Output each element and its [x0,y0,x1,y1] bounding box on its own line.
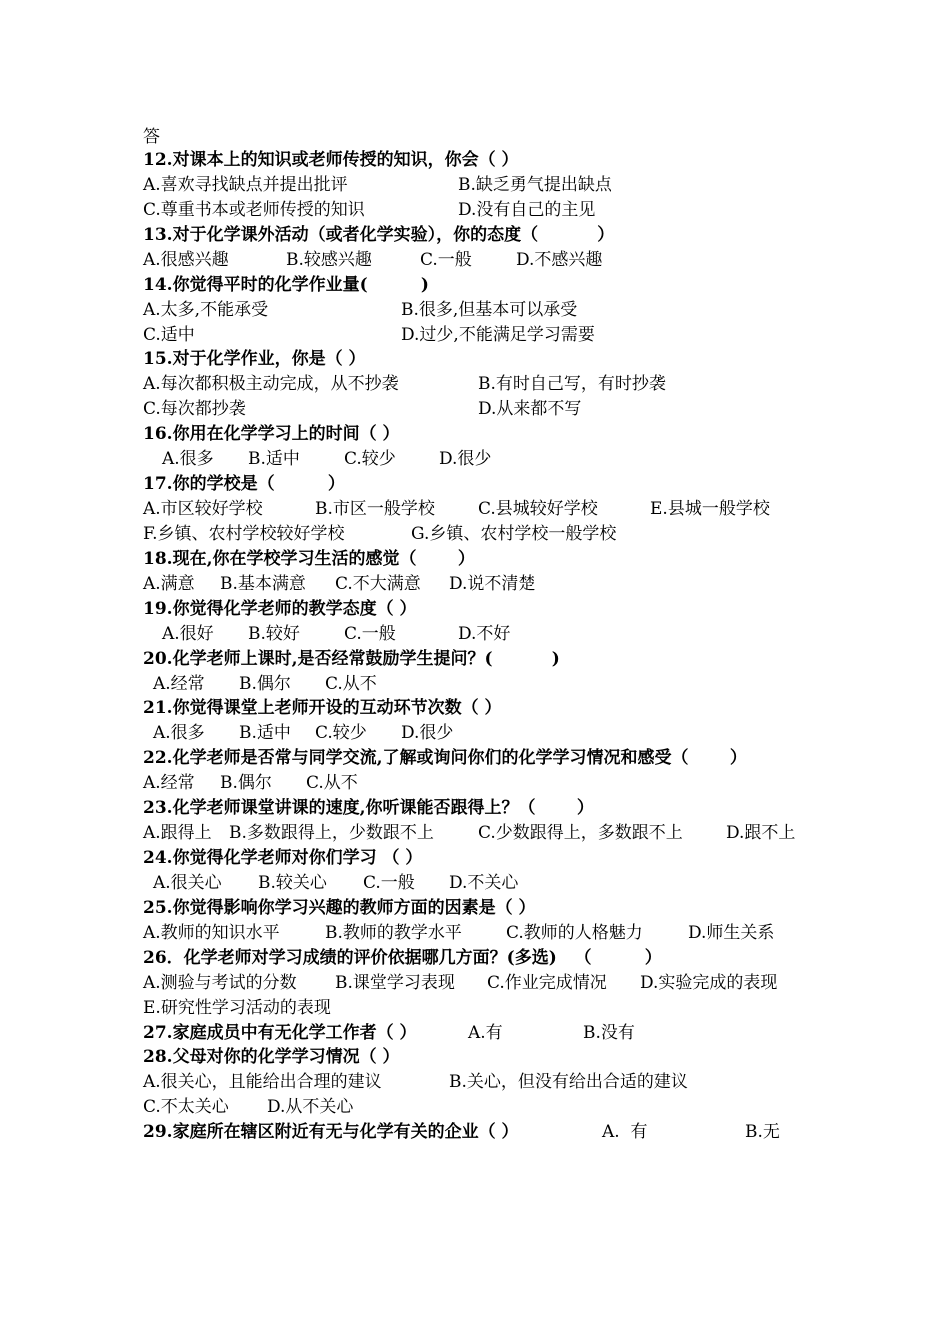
q14-options-row2 [143,323,595,348]
q26-options-row2 [143,996,331,1021]
q18-options [143,572,536,597]
question-20: 20.化学老师上课时,是否经常鼓励学生提问？( ) [143,649,560,669]
question-15: 15.对于化学作业，你是（ ） [143,349,366,369]
q12-option-a: A.喜欢寻找缺点并提出批评 [143,175,348,195]
q18-option-a: A.满意 [143,574,195,594]
q21-option-d: D.很少 [401,723,454,743]
q15-options-row1 [143,372,666,397]
q23-option-b: B.多数跟得上，少数跟不上 [229,823,434,843]
q14-option-d: D.过少,不能满足学习需要 [401,325,595,345]
q23-option-d: D.跟不上 [726,823,796,843]
q28-options-row1 [143,1070,688,1095]
q15-options-row2 [143,397,582,422]
question-13: 13.对于化学课外活动（或者化学实验），你的态度（ ） [143,225,615,245]
q17-option-e: E.县城一般学校 [650,499,770,519]
q23-option-a: A.跟得上 [143,823,212,843]
question-21: 21.你觉得课堂上老师开设的互动环节次数（ ） [143,698,502,718]
q28-options-row2 [143,1095,354,1120]
q28-option-d: D.从不关心 [267,1097,354,1117]
q18-option-d: D.说不清楚 [449,574,536,594]
q15-option-b: B.有时自己写，有时抄袭 [478,374,666,394]
question-24: 24.你觉得化学老师对你们学习 （ ） [143,848,423,868]
question-19: 19.你觉得化学老师的教学态度（ ） [143,599,417,619]
q25-option-d: D.师生关系 [688,923,775,943]
q26-option-e: E.研究性学习活动的表现 [143,998,331,1018]
q19-option-c: C.一般 [344,624,396,644]
q21-option-b: B.适中 [239,723,291,743]
q19-option-b: B.较好 [248,624,300,644]
q29-option-b: B.无 [745,1122,780,1142]
question-25: 25.你觉得影响你学习兴趣的教师方面的因素是（ ） [143,898,536,918]
q17-options-row2 [143,522,617,547]
q15-option-c: C.每次都抄袭 [143,399,246,419]
q20-option-b: B.偶尔 [239,674,291,694]
q17-options-row1 [143,497,770,522]
q14-options-row1 [143,298,578,323]
q18-option-b: B.基本满意 [220,574,306,594]
q21-option-c: C.较少 [315,723,367,743]
question-22: 22.化学老师是否常与同学交流,了解或询问你们的化学学习情况和感受（ ） [143,748,747,768]
q26-option-d: D.实验完成的表现 [640,973,778,993]
q12-option-b: B.缺乏勇气提出缺点 [458,175,612,195]
question-27: 27.家庭成员中有无化学工作者（ ） [143,1023,417,1043]
q15-option-d: D.从来都不写 [478,399,582,419]
q20-option-c: C.从不 [325,674,377,694]
q17-option-g: G.乡镇、农村学校一般学校 [411,524,617,544]
question-26: 26．化学老师对学习成绩的评价依据哪几方面？(多选) （ ） [143,948,662,968]
q29-row [143,1120,780,1145]
q22-option-c: C.从不 [306,773,358,793]
q14-option-a: A.太多,不能承受 [143,300,269,320]
q26-option-c: C.作业完成情况 [487,973,607,993]
q16-option-a: A.很多 [162,449,214,469]
q27-option-b: B.没有 [583,1023,635,1043]
q24-option-c: C.一般 [363,873,415,893]
q29-option-a: A. 有 [602,1122,648,1142]
q25-option-b: B.教师的教学水平 [325,923,462,943]
q19-option-a: A.很好 [162,624,214,644]
q12-option-c: C.尊重书本或老师传授的知识 [143,200,365,220]
question-29: 29.家庭所在辖区附近有无与化学有关的企业（ ） [143,1122,519,1142]
q16-options [143,447,492,472]
q13-option-d: D.不感兴趣 [516,250,603,270]
question-17: 17.你的学校是（ ） [143,474,345,494]
q25-options [143,921,775,946]
q14-option-b: B.很多,但基本可以承受 [401,300,578,320]
q23-option-c: C.少数跟得上，多数跟不上 [478,823,683,843]
q16-option-c: C.较少 [344,449,396,469]
q17-option-f: F.乡镇、农村学校较好学校 [143,524,345,544]
q24-option-b: B.较关心 [258,873,327,893]
q17-option-c: C.县城较好学校 [478,499,598,519]
q28-option-b: B.关心，但没有给出合适的建议 [449,1072,688,1092]
lead-text: 答 [143,127,160,147]
q19-option-d: D.不好 [458,624,511,644]
q14-option-c: C.适中 [143,325,195,345]
q13-options [143,248,603,273]
question-16: 16.你用在化学学习上的时间（ ） [143,424,400,444]
question-28: 28.父母对你的化学学习情况（ ） [143,1047,400,1067]
q20-options [143,672,377,697]
q25-option-a: A.教师的知识水平 [143,923,280,943]
q28-option-a: A.很关心，且能给出合理的建议 [143,1072,382,1092]
q24-option-a: A.很关心 [153,873,222,893]
q16-option-b: B.适中 [248,449,300,469]
q13-option-c: C.一般 [420,250,472,270]
q17-option-a: A.市区较好学校 [143,499,263,519]
question-23: 23.化学老师课堂讲课的速度,你听课能否跟得上？（ ） [143,798,594,818]
q21-options [143,721,454,746]
q27-option-a: A.有 [468,1023,503,1043]
q13-option-b: B.较感兴趣 [286,250,372,270]
q26-options-row1 [143,971,778,996]
q12-option-d: D.没有自己的主见 [458,200,596,220]
q20-option-a: A.经常 [153,674,205,694]
q27-row [143,1021,635,1046]
q15-option-a: A.每次都积极主动完成，从不抄袭 [143,374,399,394]
q12-options-row2 [143,198,596,223]
question-12: 12.对课本上的知识或老师传授的知识，你会（ ） [143,150,519,170]
q22-option-b: B.偶尔 [220,773,272,793]
q22-option-a: A.经常 [143,773,195,793]
question-18: 18.现在,你在学校学习生活的感觉（ ） [143,549,475,569]
q16-option-d: D.很少 [439,449,492,469]
q24-options [143,871,519,896]
q26-option-b: B.课堂学习表现 [335,973,455,993]
q22-options [143,771,358,796]
q21-option-a: A.很多 [153,723,205,743]
q28-option-c: C.不太关心 [143,1097,229,1117]
q13-option-a: A.很感兴趣 [143,250,229,270]
q26-option-a: A.测验与考试的分数 [143,973,297,993]
q25-option-c: C.教师的人格魅力 [506,923,643,943]
q24-option-d: D.不关心 [449,873,519,893]
q12-options-row1 [143,173,612,198]
q19-options [143,622,511,647]
q23-options [143,821,796,846]
q17-option-b: B.市区一般学校 [315,499,435,519]
question-14: 14.你觉得平时的化学作业量( ) [143,275,429,295]
q18-option-c: C.不大满意 [335,574,421,594]
